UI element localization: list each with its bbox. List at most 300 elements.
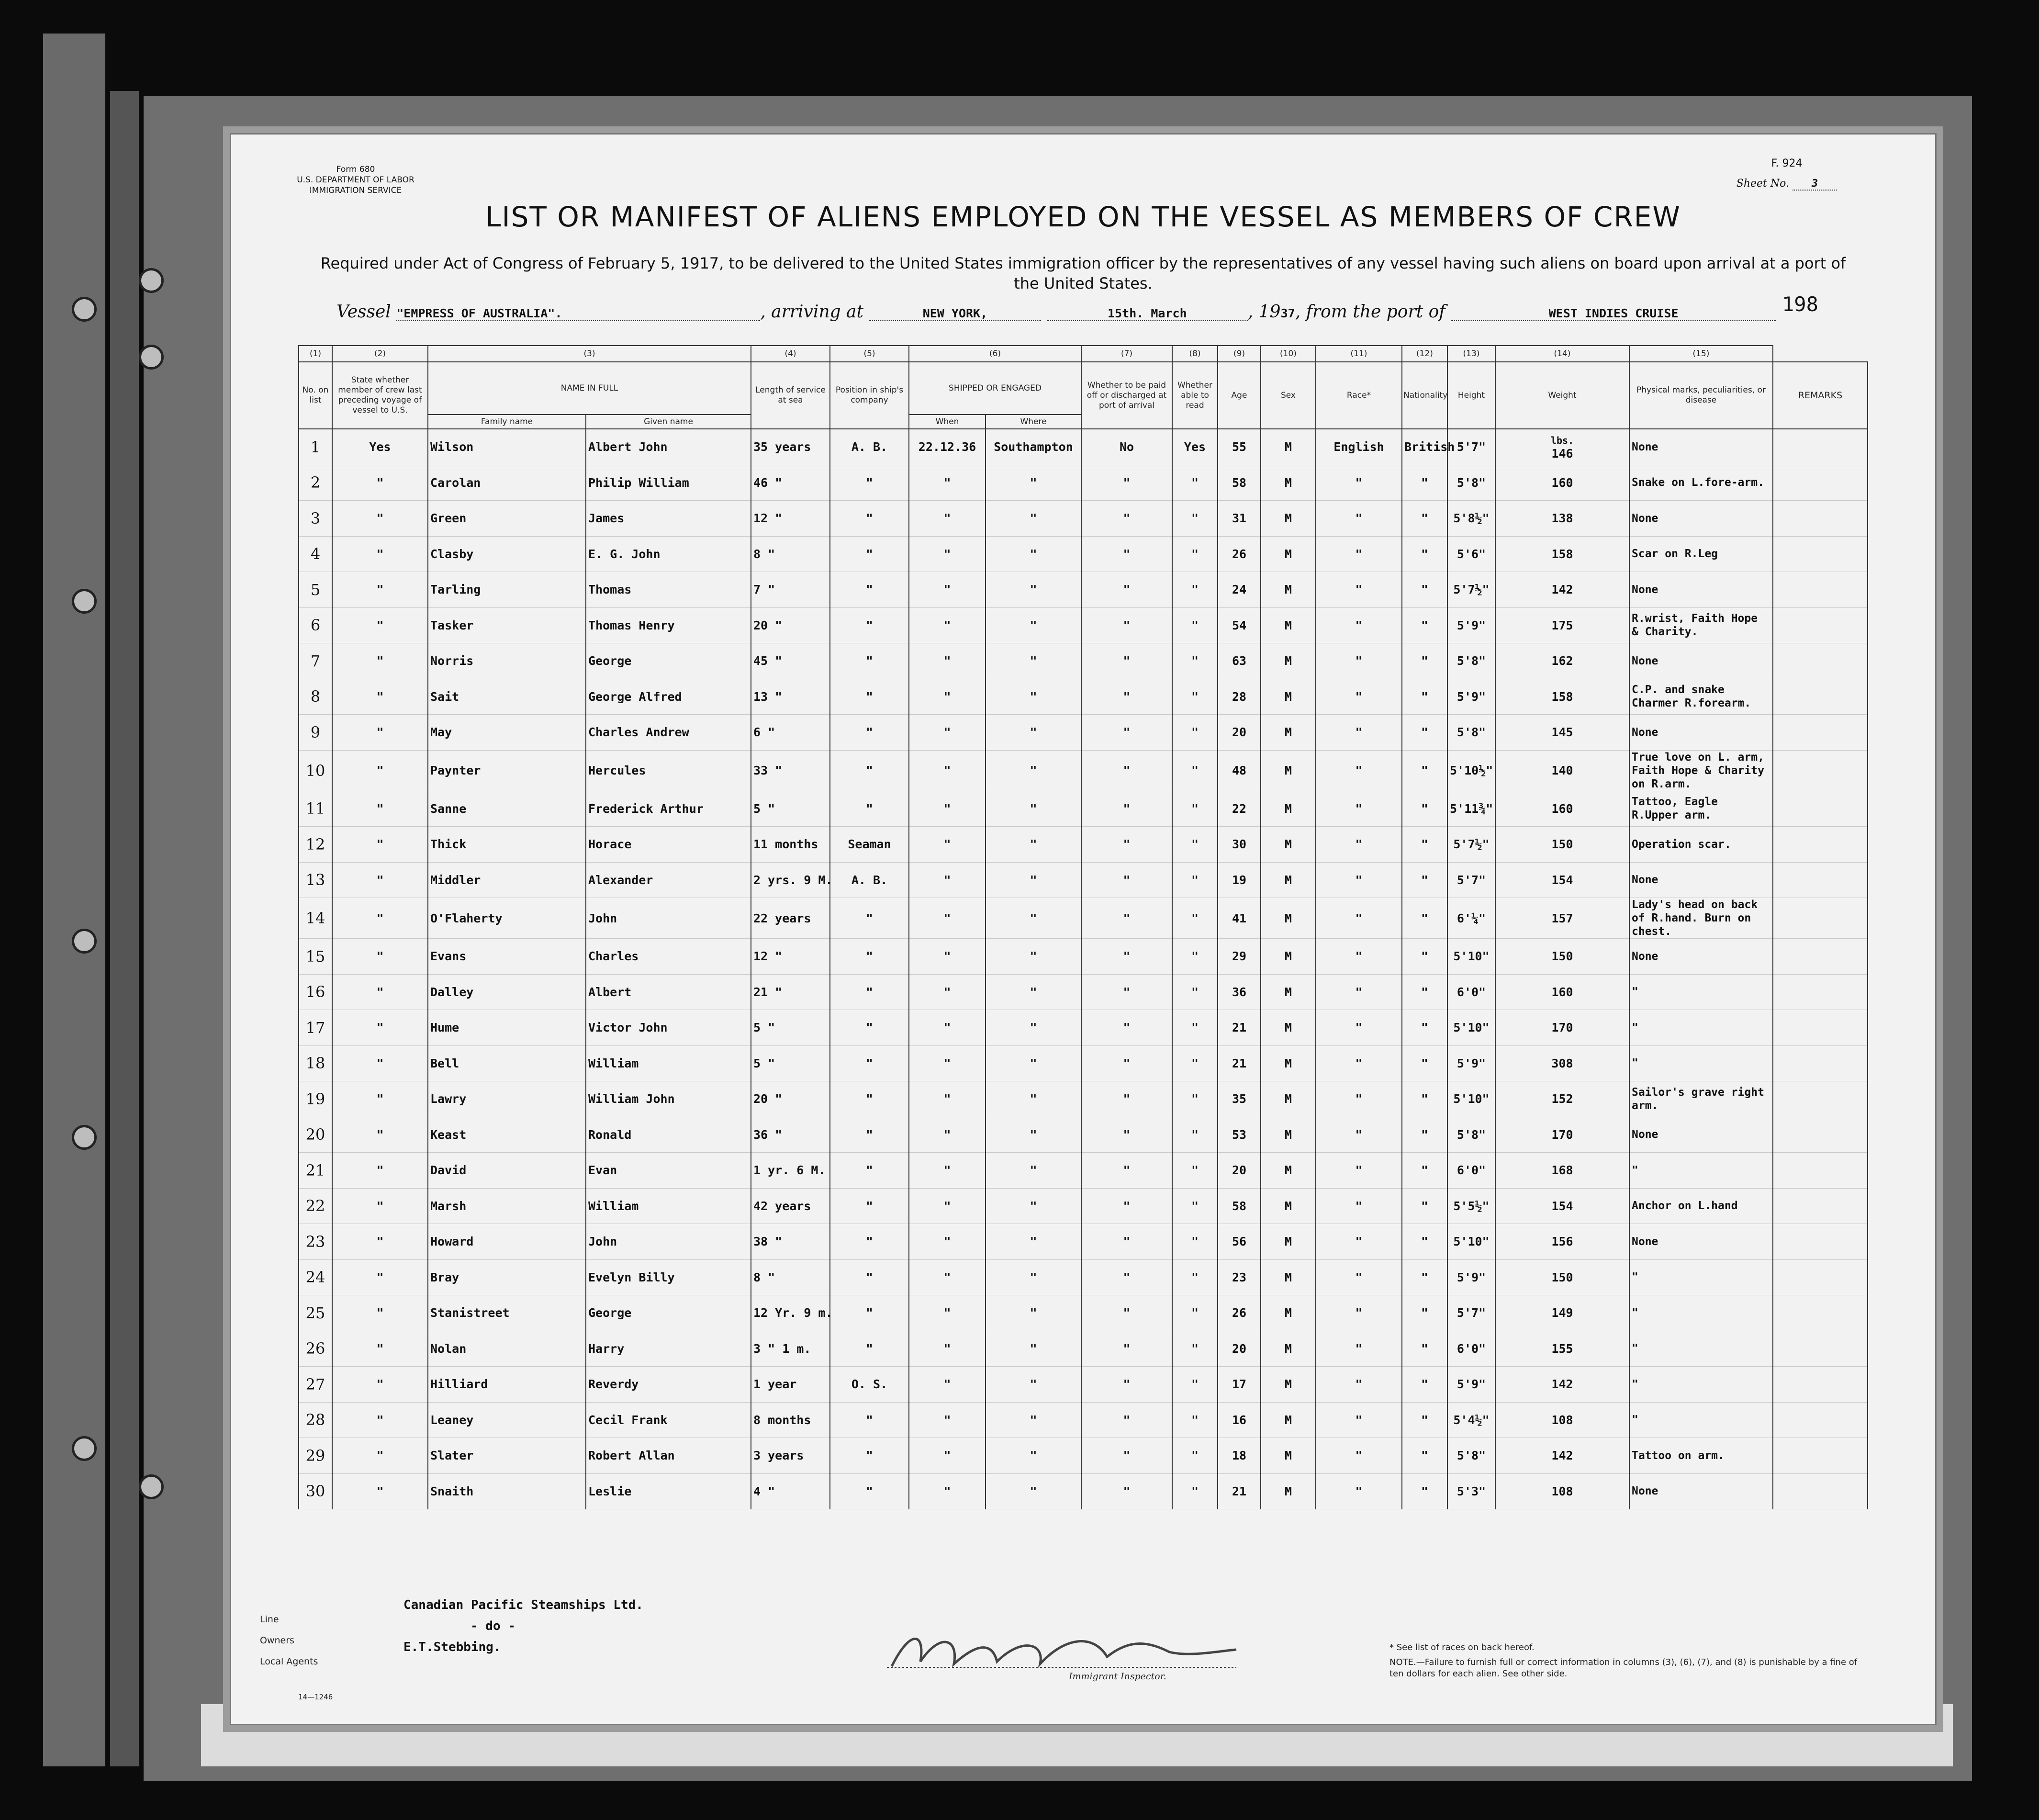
cell-given-name: George Alfred bbox=[586, 679, 751, 715]
cell-shipped-when: " bbox=[909, 1331, 986, 1367]
cell-sex: M bbox=[1261, 1473, 1316, 1509]
cell-age: 58 bbox=[1218, 465, 1261, 501]
cell-shipped-when: " bbox=[909, 750, 986, 791]
cell-given-name: Frederick Arthur bbox=[586, 791, 751, 827]
binder-strip-left-inner bbox=[110, 91, 139, 1766]
cell-shipped-where: " bbox=[986, 715, 1081, 751]
cell-remarks bbox=[1773, 1295, 1868, 1331]
cell-remarks bbox=[1773, 572, 1868, 608]
cell-shipped-where: " bbox=[986, 1295, 1081, 1331]
cell-race: " bbox=[1316, 501, 1402, 537]
cell-paid-off: No bbox=[1081, 429, 1172, 465]
cell-shipped-when: 22.12.36 bbox=[909, 429, 986, 465]
cell-sex: M bbox=[1261, 898, 1316, 939]
cell-physical-marks: " bbox=[1629, 1153, 1773, 1189]
header-sex: Sex bbox=[1261, 362, 1316, 429]
cell-shipped-when: " bbox=[909, 715, 986, 751]
cell-remarks bbox=[1773, 715, 1868, 751]
cell-paid-off: " bbox=[1081, 1438, 1172, 1474]
cell-paid-off: " bbox=[1081, 643, 1172, 679]
arrival-date: 15th. March bbox=[1047, 306, 1248, 321]
header-position: Position in ship's company bbox=[830, 362, 909, 429]
cell-shipped-where: " bbox=[986, 974, 1081, 1010]
voyage-line: Vessel "EMPRESS OF AUSTRALIA". , arriving at NEW YORK, 15th. March , 1937, from the port of WEST INDIES CRUISE bbox=[336, 302, 1772, 322]
cell-shipped-when: " bbox=[909, 974, 986, 1010]
cell-given-name: Evan bbox=[586, 1153, 751, 1189]
cell-age: 19 bbox=[1218, 862, 1261, 898]
form-header bbox=[289, 164, 423, 196]
cell-height: 6'0" bbox=[1447, 1153, 1495, 1189]
cell-previous-voyage: " bbox=[332, 1438, 428, 1474]
table-row bbox=[299, 1153, 1868, 1189]
cell-family-name: Lawry bbox=[428, 1081, 586, 1117]
cell-race: " bbox=[1316, 1331, 1402, 1367]
cell-sex: M bbox=[1261, 1117, 1316, 1153]
cell-service-length: 11 months bbox=[751, 827, 830, 863]
cell-weight: 160 bbox=[1495, 465, 1629, 501]
cell-service-length: 46 " bbox=[751, 465, 830, 501]
cell-shipped-when: " bbox=[909, 1367, 986, 1403]
cell-physical-marks: None bbox=[1629, 862, 1773, 898]
binder-hole bbox=[139, 1474, 164, 1499]
cell-remarks bbox=[1773, 862, 1868, 898]
cell-remarks bbox=[1773, 1259, 1868, 1295]
cell-paid-off: " bbox=[1081, 862, 1172, 898]
cell-height: 5'8" bbox=[1447, 643, 1495, 679]
cell-given-name: Albert bbox=[586, 974, 751, 1010]
cell-sex: M bbox=[1261, 679, 1316, 715]
cell-service-length: 4 " bbox=[751, 1473, 830, 1509]
header-family-name: Family name bbox=[428, 415, 586, 429]
colnum-2: (2) bbox=[332, 346, 428, 362]
cell-physical-marks: None bbox=[1629, 939, 1773, 975]
cell-family-name: Slater bbox=[428, 1438, 586, 1474]
cell-height: 6'0" bbox=[1447, 974, 1495, 1010]
table-row bbox=[299, 1117, 1868, 1153]
cell-position: " bbox=[830, 1188, 909, 1224]
header-nationality: Nationality bbox=[1402, 362, 1447, 429]
cell-previous-voyage: Yes bbox=[332, 429, 428, 465]
cell-shipped-where: " bbox=[986, 750, 1081, 791]
page-title: LIST OR MANIFEST OF ALIENS EMPLOYED ON THE VESSEL AS MEMBERS OF CREW bbox=[485, 201, 1681, 233]
cell-service-length: 7 " bbox=[751, 572, 830, 608]
header-race: Race* bbox=[1316, 362, 1402, 429]
cell-remarks bbox=[1773, 1473, 1868, 1509]
cell-service-length: 45 " bbox=[751, 643, 830, 679]
cell-height: 5'8" bbox=[1447, 1438, 1495, 1474]
cell-height: 5'11¾" bbox=[1447, 791, 1495, 827]
cell-age: 58 bbox=[1218, 1188, 1261, 1224]
cell-race: " bbox=[1316, 1438, 1402, 1474]
cell-paid-off: " bbox=[1081, 1188, 1172, 1224]
form-service: IMMIGRATION SERVICE bbox=[309, 186, 402, 195]
cell-previous-voyage: " bbox=[332, 827, 428, 863]
binder-hole bbox=[72, 929, 97, 954]
cell-sex: M bbox=[1261, 1045, 1316, 1081]
cell-family-name: Tasker bbox=[428, 607, 586, 643]
cell-paid-off: " bbox=[1081, 1010, 1172, 1046]
cell-nationality: British bbox=[1402, 429, 1447, 465]
cell-family-name: Nolan bbox=[428, 1331, 586, 1367]
cell-row-number: 19 bbox=[299, 1081, 332, 1117]
cell-sex: M bbox=[1261, 1010, 1316, 1046]
cell-age: 22 bbox=[1218, 791, 1261, 827]
cell-age: 16 bbox=[1218, 1402, 1261, 1438]
cell-sex: M bbox=[1261, 536, 1316, 572]
cell-weight: 142 bbox=[1495, 572, 1629, 608]
cell-race: " bbox=[1316, 1367, 1402, 1403]
cell-able-to-read: " bbox=[1172, 791, 1218, 827]
cell-paid-off: " bbox=[1081, 1117, 1172, 1153]
cell-able-to-read: " bbox=[1172, 1188, 1218, 1224]
cell-paid-off: " bbox=[1081, 1473, 1172, 1509]
cell-service-length: 5 " bbox=[751, 1045, 830, 1081]
cell-paid-off: " bbox=[1081, 1153, 1172, 1189]
cell-height: 5'9" bbox=[1447, 1259, 1495, 1295]
cell-able-to-read: " bbox=[1172, 827, 1218, 863]
cell-position: " bbox=[830, 572, 909, 608]
sheet-number bbox=[1696, 179, 1878, 189]
cell-sex: M bbox=[1261, 429, 1316, 465]
cell-age: 30 bbox=[1218, 827, 1261, 863]
cell-row-number: 21 bbox=[299, 1153, 332, 1189]
cell-race: " bbox=[1316, 827, 1402, 863]
cell-previous-voyage: " bbox=[332, 1367, 428, 1403]
cell-nationality: " bbox=[1402, 501, 1447, 537]
cell-shipped-where: " bbox=[986, 643, 1081, 679]
cell-service-length: 12 " bbox=[751, 501, 830, 537]
cell-remarks bbox=[1773, 1117, 1868, 1153]
cell-family-name: Green bbox=[428, 501, 586, 537]
cell-sex: M bbox=[1261, 1081, 1316, 1117]
cell-remarks bbox=[1773, 607, 1868, 643]
arriving-port: NEW YORK, bbox=[869, 306, 1041, 321]
cell-shipped-where: " bbox=[986, 679, 1081, 715]
header-no: No. on list bbox=[299, 362, 332, 429]
cell-able-to-read: " bbox=[1172, 501, 1218, 537]
cell-height: 5'8" bbox=[1447, 1117, 1495, 1153]
cell-weight: 150 bbox=[1495, 1259, 1629, 1295]
cell-shipped-where: " bbox=[986, 1188, 1081, 1224]
cell-nationality: " bbox=[1402, 1438, 1447, 1474]
cell-shipped-when: " bbox=[909, 465, 986, 501]
footer-labels bbox=[260, 1609, 318, 1672]
cell-given-name: Thomas bbox=[586, 572, 751, 608]
agents-label: Local Agents bbox=[260, 1656, 318, 1667]
cell-race: " bbox=[1316, 750, 1402, 791]
cell-race: " bbox=[1316, 1473, 1402, 1509]
header-previous-voyage: State whether member of crew last preceding voyage of vessel to U.S. bbox=[332, 362, 428, 429]
cell-previous-voyage: " bbox=[332, 501, 428, 537]
cell-able-to-read: " bbox=[1172, 1473, 1218, 1509]
cell-position: " bbox=[830, 791, 909, 827]
cell-remarks bbox=[1773, 827, 1868, 863]
cell-height: 5'7" bbox=[1447, 1295, 1495, 1331]
cell-family-name: Sait bbox=[428, 679, 586, 715]
cell-weight: 175 bbox=[1495, 607, 1629, 643]
cell-race: " bbox=[1316, 1402, 1402, 1438]
cell-position: " bbox=[830, 1224, 909, 1260]
cell-height: 6'¼" bbox=[1447, 898, 1495, 939]
cell-weight: 170 bbox=[1495, 1117, 1629, 1153]
cell-sex: M bbox=[1261, 572, 1316, 608]
cell-height: 5'7" bbox=[1447, 862, 1495, 898]
cell-service-length: 3 " 1 m. bbox=[751, 1331, 830, 1367]
cell-paid-off: " bbox=[1081, 679, 1172, 715]
cell-physical-marks: Operation scar. bbox=[1629, 827, 1773, 863]
cell-family-name: Snaith bbox=[428, 1473, 586, 1509]
cell-previous-voyage: " bbox=[332, 862, 428, 898]
cell-service-length: 6 " bbox=[751, 715, 830, 751]
cell-height: 5'6" bbox=[1447, 536, 1495, 572]
cell-able-to-read: " bbox=[1172, 679, 1218, 715]
table-row bbox=[299, 750, 1868, 791]
cell-physical-marks: " bbox=[1629, 1367, 1773, 1403]
cell-race: " bbox=[1316, 572, 1402, 608]
header-weight: Weight bbox=[1495, 362, 1629, 429]
cell-remarks bbox=[1773, 501, 1868, 537]
cell-family-name: Wilson bbox=[428, 429, 586, 465]
cell-shipped-where: " bbox=[986, 1473, 1081, 1509]
table-row bbox=[299, 679, 1868, 715]
cell-age: 31 bbox=[1218, 501, 1261, 537]
cell-weight: 152 bbox=[1495, 1081, 1629, 1117]
form-code: F. 924 bbox=[1771, 157, 1803, 169]
sheet-value: 3 bbox=[1793, 178, 1837, 191]
cell-service-length: 1 yr. 6 M. bbox=[751, 1153, 830, 1189]
cell-shipped-where: " bbox=[986, 607, 1081, 643]
cell-position: " bbox=[830, 1081, 909, 1117]
cell-nationality: " bbox=[1402, 1402, 1447, 1438]
table-row bbox=[299, 607, 1868, 643]
cell-previous-voyage: " bbox=[332, 1117, 428, 1153]
cell-paid-off: " bbox=[1081, 1331, 1172, 1367]
cell-physical-marks: None bbox=[1629, 715, 1773, 751]
cell-service-length: 20 " bbox=[751, 1081, 830, 1117]
cell-paid-off: " bbox=[1081, 1367, 1172, 1403]
cell-height: 5'7" bbox=[1447, 429, 1495, 465]
cell-height: 5'7½" bbox=[1447, 572, 1495, 608]
cell-sex: M bbox=[1261, 715, 1316, 751]
cell-row-number: 11 bbox=[299, 791, 332, 827]
cell-row-number: 30 bbox=[299, 1473, 332, 1509]
cell-sex: M bbox=[1261, 643, 1316, 679]
cell-weight: 145 bbox=[1495, 715, 1629, 751]
cell-row-number: 2 bbox=[299, 465, 332, 501]
cell-weight: 156 bbox=[1495, 1224, 1629, 1260]
cell-shipped-when: " bbox=[909, 1045, 986, 1081]
cell-previous-voyage: " bbox=[332, 536, 428, 572]
colnum-12: (12) bbox=[1402, 346, 1447, 362]
cell-family-name: Evans bbox=[428, 939, 586, 975]
cell-weight: 154 bbox=[1495, 862, 1629, 898]
table-row bbox=[299, 974, 1868, 1010]
table-row bbox=[299, 715, 1868, 751]
cell-sex: M bbox=[1261, 862, 1316, 898]
cell-previous-voyage: " bbox=[332, 1010, 428, 1046]
cell-age: 24 bbox=[1218, 572, 1261, 608]
binder-hole bbox=[72, 1125, 97, 1150]
cell-age: 21 bbox=[1218, 1010, 1261, 1046]
cell-previous-voyage: " bbox=[332, 1295, 428, 1331]
cell-given-name: Evelyn Billy bbox=[586, 1259, 751, 1295]
cell-given-name: William bbox=[586, 1188, 751, 1224]
cell-given-name: Albert John bbox=[586, 429, 751, 465]
cell-nationality: " bbox=[1402, 898, 1447, 939]
owners-label: Owners bbox=[260, 1635, 294, 1646]
cell-family-name: Hume bbox=[428, 1010, 586, 1046]
column-numbers bbox=[299, 346, 1868, 362]
cell-physical-marks: Scar on R.Leg bbox=[1629, 536, 1773, 572]
cell-row-number: 12 bbox=[299, 827, 332, 863]
cell-shipped-where: " bbox=[986, 1331, 1081, 1367]
table-row bbox=[299, 1473, 1868, 1509]
cell-previous-voyage: " bbox=[332, 1081, 428, 1117]
form-department: U.S. DEPARTMENT OF LABOR bbox=[297, 175, 415, 185]
colnum-9: (9) bbox=[1218, 346, 1261, 362]
table-row bbox=[299, 1259, 1868, 1295]
cell-row-number: 9 bbox=[299, 715, 332, 751]
cell-given-name: John bbox=[586, 1224, 751, 1260]
cell-shipped-when: " bbox=[909, 1295, 986, 1331]
cell-remarks bbox=[1773, 974, 1868, 1010]
cell-physical-marks: " bbox=[1629, 1402, 1773, 1438]
cell-physical-marks: " bbox=[1629, 1331, 1773, 1367]
cell-row-number: 24 bbox=[299, 1259, 332, 1295]
cell-nationality: " bbox=[1402, 465, 1447, 501]
cell-weight: 108 bbox=[1495, 1473, 1629, 1509]
cell-weight: 162 bbox=[1495, 643, 1629, 679]
cell-previous-voyage: " bbox=[332, 1331, 428, 1367]
cell-age: 26 bbox=[1218, 1295, 1261, 1331]
cell-weight: 157 bbox=[1495, 898, 1629, 939]
binder-hole bbox=[72, 297, 97, 322]
form-number: Form 680 bbox=[336, 165, 375, 174]
cell-shipped-where: " bbox=[986, 1153, 1081, 1189]
agents-value: E.T.Stebbing. bbox=[403, 1640, 501, 1654]
cell-position: " bbox=[830, 536, 909, 572]
cell-height: 5'10½" bbox=[1447, 750, 1495, 791]
cell-height: 5'9" bbox=[1447, 1367, 1495, 1403]
sheet-label: Sheet No. bbox=[1736, 178, 1789, 190]
cell-age: 28 bbox=[1218, 679, 1261, 715]
cell-able-to-read: " bbox=[1172, 1117, 1218, 1153]
race-note: * See list of races on back hereof. bbox=[1389, 1642, 1535, 1652]
inspector-label: Immigrant Inspector. bbox=[1069, 1671, 1166, 1682]
cell-shipped-where: " bbox=[986, 827, 1081, 863]
table-row bbox=[299, 939, 1868, 975]
cell-shipped-where: " bbox=[986, 898, 1081, 939]
cell-given-name: E. G. John bbox=[586, 536, 751, 572]
cell-weight: 158 bbox=[1495, 679, 1629, 715]
cell-service-length: 3 years bbox=[751, 1438, 830, 1474]
cell-previous-voyage: " bbox=[332, 1402, 428, 1438]
cell-row-number: 15 bbox=[299, 939, 332, 975]
cell-paid-off: " bbox=[1081, 572, 1172, 608]
cell-nationality: " bbox=[1402, 643, 1447, 679]
cell-family-name: Norris bbox=[428, 643, 586, 679]
cell-height: 5'9" bbox=[1447, 1045, 1495, 1081]
cell-sex: M bbox=[1261, 607, 1316, 643]
cell-height: 5'9" bbox=[1447, 607, 1495, 643]
footer-values bbox=[403, 1595, 643, 1658]
cell-position: " bbox=[830, 898, 909, 939]
cell-age: 48 bbox=[1218, 750, 1261, 791]
cell-nationality: " bbox=[1402, 862, 1447, 898]
cell-physical-marks: " bbox=[1629, 1010, 1773, 1046]
cell-given-name: Hercules bbox=[586, 750, 751, 791]
cell-shipped-where: " bbox=[986, 862, 1081, 898]
cell-shipped-when: " bbox=[909, 791, 986, 827]
cell-family-name: May bbox=[428, 715, 586, 751]
cell-paid-off: " bbox=[1081, 1402, 1172, 1438]
vessel-name: "EMPRESS OF AUSTRALIA". bbox=[396, 306, 760, 321]
cell-paid-off: " bbox=[1081, 715, 1172, 751]
cell-age: 17 bbox=[1218, 1367, 1261, 1403]
cell-able-to-read: " bbox=[1172, 1259, 1218, 1295]
cell-row-number: 16 bbox=[299, 974, 332, 1010]
cell-sex: M bbox=[1261, 1153, 1316, 1189]
cell-physical-marks: None bbox=[1629, 429, 1773, 465]
cell-able-to-read: " bbox=[1172, 1153, 1218, 1189]
cell-race: " bbox=[1316, 536, 1402, 572]
cell-race: " bbox=[1316, 862, 1402, 898]
cell-service-length: 12 Yr. 9 m. bbox=[751, 1295, 830, 1331]
cell-position: " bbox=[830, 1402, 909, 1438]
cell-given-name: Victor John bbox=[586, 1010, 751, 1046]
cell-row-number: 26 bbox=[299, 1331, 332, 1367]
cell-remarks bbox=[1773, 898, 1868, 939]
cell-position: " bbox=[830, 1438, 909, 1474]
cell-family-name: Stanistreet bbox=[428, 1295, 586, 1331]
table-row bbox=[299, 1367, 1868, 1403]
cell-position: O. S. bbox=[830, 1367, 909, 1403]
cell-previous-voyage: " bbox=[332, 1259, 428, 1295]
cell-weight: 154 bbox=[1495, 1188, 1629, 1224]
cell-previous-voyage: " bbox=[332, 465, 428, 501]
binder-hole bbox=[139, 268, 164, 293]
cell-sex: M bbox=[1261, 501, 1316, 537]
header-name: NAME IN FULL bbox=[428, 362, 751, 415]
cell-age: 18 bbox=[1218, 1438, 1261, 1474]
cell-family-name: Bray bbox=[428, 1259, 586, 1295]
cell-weight: 142 bbox=[1495, 1438, 1629, 1474]
cell-previous-voyage: " bbox=[332, 1153, 428, 1189]
table-row bbox=[299, 1081, 1868, 1117]
cell-given-name: Charles bbox=[586, 939, 751, 975]
cell-family-name: Keast bbox=[428, 1117, 586, 1153]
cell-shipped-where: " bbox=[986, 1010, 1081, 1046]
cell-height: 5'8" bbox=[1447, 715, 1495, 751]
cell-given-name: Harry bbox=[586, 1331, 751, 1367]
cell-service-length: 13 " bbox=[751, 679, 830, 715]
cell-service-length: 38 " bbox=[751, 1224, 830, 1260]
cell-height: 5'10" bbox=[1447, 1010, 1495, 1046]
cell-physical-marks: Snake on L.fore-arm. bbox=[1629, 465, 1773, 501]
cell-remarks bbox=[1773, 1402, 1868, 1438]
cell-given-name: Robert Allan bbox=[586, 1438, 751, 1474]
cell-shipped-when: " bbox=[909, 679, 986, 715]
cell-position: " bbox=[830, 1010, 909, 1046]
cell-physical-marks: True love on L. arm, Faith Hope & Charity on R.arm. bbox=[1629, 750, 1773, 791]
cell-family-name: Bell bbox=[428, 1045, 586, 1081]
table-row bbox=[299, 1438, 1868, 1474]
cell-given-name: Reverdy bbox=[586, 1367, 751, 1403]
header-age: Age bbox=[1218, 362, 1261, 429]
cell-paid-off: " bbox=[1081, 750, 1172, 791]
cell-previous-voyage: " bbox=[332, 679, 428, 715]
cell-nationality: " bbox=[1402, 607, 1447, 643]
